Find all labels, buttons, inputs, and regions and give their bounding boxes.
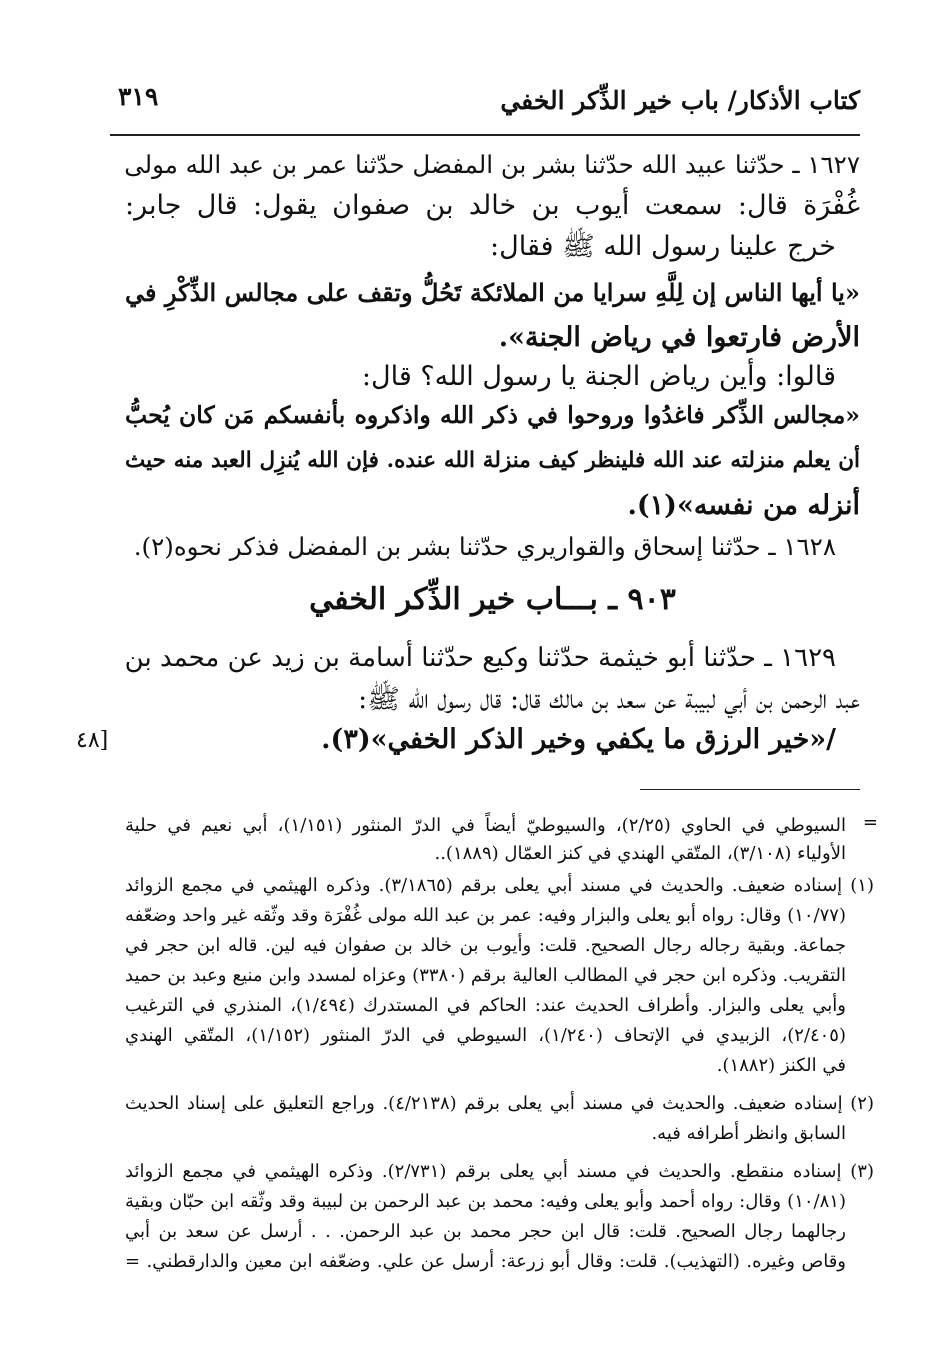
chapter-heading: ٩٠٣ ـ بـــاب خير الذِّكر الخفي: [309, 582, 676, 617]
margin-folio-reference: [٤٨: [76, 728, 109, 753]
footnote-line: (٢/٤٠٥)، الزبيدي في الإتحاف (١/٢٤٠)، السيوطي في الدرّ المنثور (١/١٥٢)، المتّقي الهندي: [125, 1025, 846, 1046]
hadith-text-line: أنزله من نفسه»(١).: [627, 490, 860, 521]
continuation-mark: =: [862, 812, 878, 833]
footnote-line: جماعة. وبقية رجاله رجال الصحيح. قلت: وأيوب بن خالد بن صفوان فيه لين. قاله ابن حجر في: [125, 935, 846, 956]
hadith-text-line: «يا أيها الناس إن لِلَّهِ سرايا من الملائكة تَحُلُّ وتقف على مجالس الذِّكْرِ في: [125, 278, 860, 307]
body-line: خرج علينا رسول الله ﷺ فقال:: [490, 231, 836, 262]
footnote-line: التقريب. وذكره ابن حجر في المطالب العالية برقم (٣٣٨٠) وعزاه لمسدد وابن منيع وعبد بن حميد: [125, 965, 846, 986]
header-rule: [110, 134, 860, 136]
body-line: ١٦٢٨ ـ حدّثنا إسحاق والقواريري حدّثنا بشر بن المفضل فذكر نحوه(٢).: [133, 532, 836, 561]
body-line: غُفْرَة قال: سمعت أيوب بن خالد بن صفوان يقول: قال جابر:: [125, 190, 860, 221]
page-number: ٣١٩: [118, 82, 159, 111]
body-line: ١٦٢٧ ـ حدّثنا عبيد الله حدّثنا بشر بن المفضل حدّثنا عمر بن عبد الله مولى: [124, 150, 860, 179]
footnote-line: وأبي يعلى والبزار. وأطراف الحديث عند: الحاكم في المستدرك (١/٤٩٤)، المنذري في الترغيب: [125, 995, 846, 1016]
footnote-line: (١) إسناده ضعيف. والحديث في مسند أبي يعلى برقم (٣/١٨٦٥). وذكره الهيثمي في مجمع الزوائد: [125, 875, 874, 896]
body-line: ١٦٢٩ ـ حدّثنا أبو خيثمة حدّثنا وكيع حدّثنا أسامة بن زيد عن محمد بن: [124, 643, 836, 673]
footnote-separator: [640, 789, 860, 790]
hadith-text-line: /«خير الرزق ما يكفي وخير الذكر الخفي»(٣).: [321, 724, 836, 755]
footnote-line: (٣) إسناده منقطع. والحديث في مسند أبي يعلى برقم (٢/٧٣١). وذكره الهيثمي في مجمع الزوائد: [125, 1161, 874, 1182]
body-line: قالوا: وأين رياض الجنة يا رسول الله؟ قال:: [361, 361, 836, 392]
running-header-title: كتاب الأذكار/ باب خير الذِّكر الخفي: [500, 86, 860, 115]
footnote-line: (١٠/٨١) وقال: رواه أحمد وأبو يعلى وفيه: محمد بن عبد الرحمن بن لبيبة وقد وثّقه ابن حبّان وبقية: [125, 1191, 846, 1212]
footnote-line: (٢) إسناده ضعيف. والحديث في مسند أبي يعلى برقم (٤/٢١٣٨). وراجع التعليق على إسناد الحديث: [125, 1093, 874, 1114]
footnote-line: رجالهما رجال الصحيح. قلت: قال ابن حجر محمد بن عبد الرحمن. . . أرسل عن سعد بن أبي: [125, 1221, 846, 1242]
footnote-line: الأولياء (٣/١٠٨)، المتّقي الهندي في كنز العمّال (١٨٨٩)..: [434, 843, 846, 864]
hadith-text-line: أن يعلم منزلته عند الله فلينظر كيف منزلة الله عنده. فإن الله يُنزِل العبد منه حيث: [125, 448, 860, 473]
footnote-line: وقاص وغيره. (التهذيب). قلت: وقال أبو زرعة: أرسل عن علي. وضعّفه ابن معين والدارقطني. =: [125, 1251, 846, 1272]
footnote-line: (١٠/٧٧) وقال: رواه أبو يعلى والبزار وفيه: عمر بن عبد الله مولى غُفْرَة وقد وثّقه غير واحد وضعّفه: [125, 905, 846, 926]
hadith-text-line: «مجالس الذِّكر فاغدُوا وروحوا في ذكر الله واذكروه بأنفسكم مَن كان يُحبُّ: [125, 401, 860, 429]
body-line: عبد الرحمن بن أبي لبيبة عن سعد بن مالك قال: قال رسول الله ﷺ:: [358, 684, 860, 715]
footnote-line: في الكنز (١٨٨٢).: [716, 1055, 846, 1076]
footnote-line: السابق وانظر أطرافه فيه.: [651, 1123, 846, 1144]
hadith-text-line: الأرض فارتعوا في رياض الجنة».: [498, 322, 860, 353]
footnote-line: السيوطي في الحاوي (٢/٢٥)، والسيوطيّ أيضاً في الدرّ المنثور (١/١٥١)، أبي نعيم في حلية: [125, 815, 846, 836]
